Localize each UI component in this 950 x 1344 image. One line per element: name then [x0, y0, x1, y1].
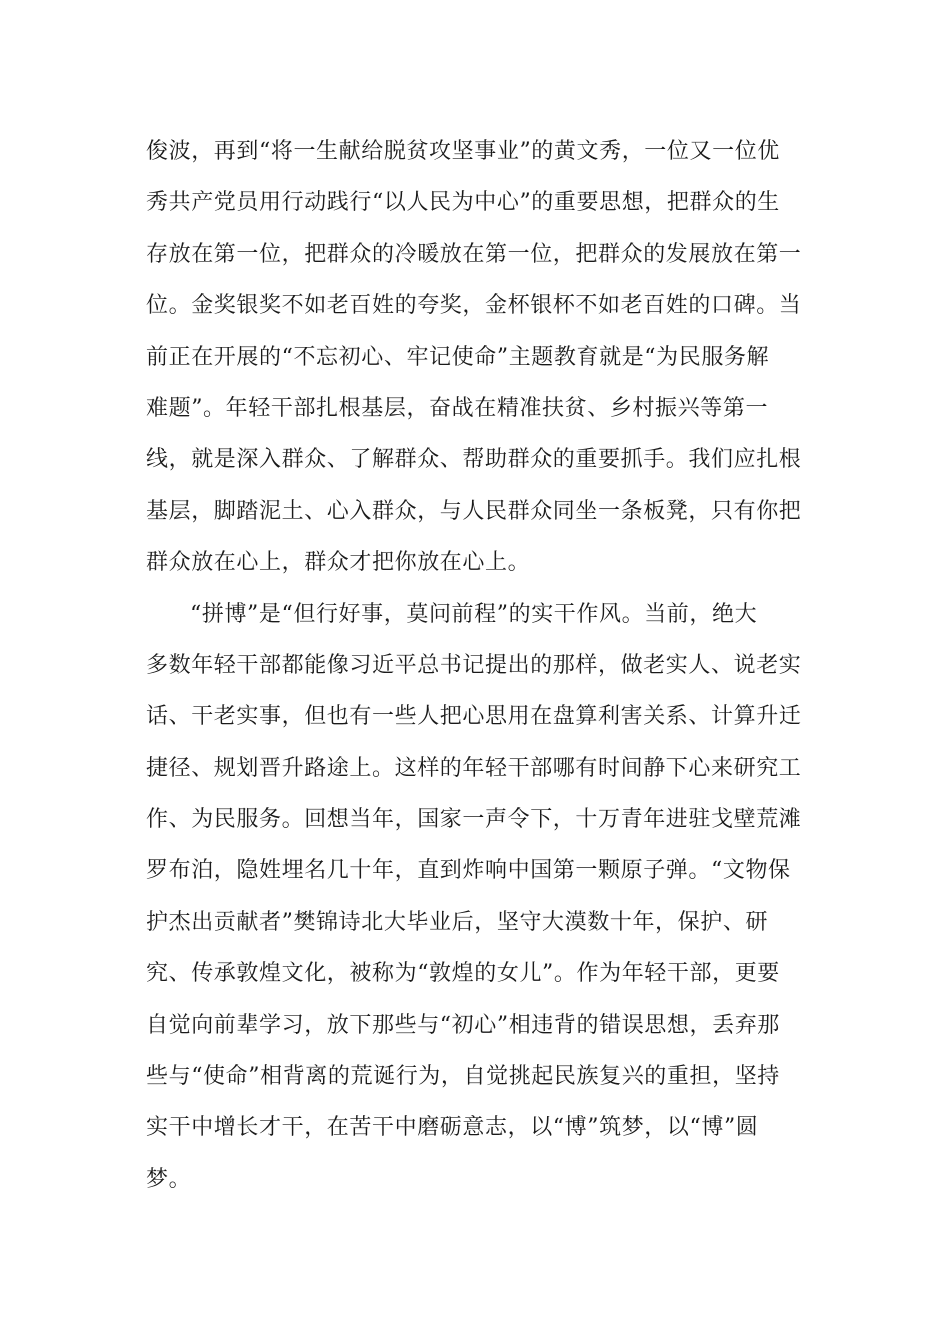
text-line: 位。金奖银奖不如老百姓的夸奖，金杯银杯不如老百姓的口碑。当: [146, 293, 802, 319]
text-line: 多数年轻干部都能像习近平总书记提出的那样，做老实人、说老实: [146, 652, 802, 678]
text-line: 难题”。年轻干部扎根基层，奋战在精准扶贫、乡村振兴等第一: [146, 395, 769, 421]
text-line: 线，就是深入群众、了解群众、帮助群众的重要抓手。我们应扎根: [146, 447, 802, 473]
text-line: 话、干老实事，但也有一些人把心思用在盘算利害关系、计算升迁: [146, 704, 802, 730]
text-line: 群众放在心上，群众才把你放在心上。: [146, 550, 531, 576]
text-line: 护杰出贡献者”樊锦诗北大毕业后，坚守大漠数十年，保护、研: [146, 909, 769, 935]
text-line: 实干中增长才干，在苦干中磨砺意志，以“博”筑梦，以“博”圆: [146, 1115, 759, 1141]
text-line: 自觉向前辈学习，放下那些与“初心”相违背的错误思想，丢弃那: [146, 1012, 780, 1038]
text-line: 前正在开展的“不忘初心、牢记使命”主题教育就是“为民服务解: [146, 344, 770, 370]
text-line: 究、传承敦煌文化，被称为“敦煌的女儿”。作为年轻干部，更要: [146, 961, 780, 987]
text-line: 存放在第一位，把群众的冷暖放在第一位，把群众的发展放在第一: [146, 241, 802, 267]
text-line: “拼博”是“但行好事，莫问前程”的实干作风。当前，绝大: [190, 601, 758, 627]
text-line: 些与“使命”相背离的荒诞行为，自觉挑起民族复兴的重担，坚持: [146, 1064, 780, 1090]
text-line: 罗布泊，隐姓埋名几十年，直到炸响中国第一颗原子弹。“文物保: [146, 858, 791, 884]
text-line: 捷径、规划晋升路途上。这样的年轻干部哪有时间静下心来研究工: [146, 755, 802, 781]
text-line: 基层，脚踏泥土、心入群众，与人民群众同坐一条板凳，只有你把: [146, 498, 802, 524]
body-text: [146, 126, 806, 1205]
text-line: 秀共产党员用行动践行“以人民为中心”的重要思想，把群众的生: [146, 190, 780, 216]
text-line: 作、为民服务。回想当年，国家一声令下，十万青年进驻戈壁荒滩: [146, 807, 802, 833]
text-line: 俊波，再到“将一生献给脱贫攻坚事业”的黄文秀，一位又一位优: [146, 139, 780, 164]
text-line: 梦。: [146, 1166, 192, 1192]
